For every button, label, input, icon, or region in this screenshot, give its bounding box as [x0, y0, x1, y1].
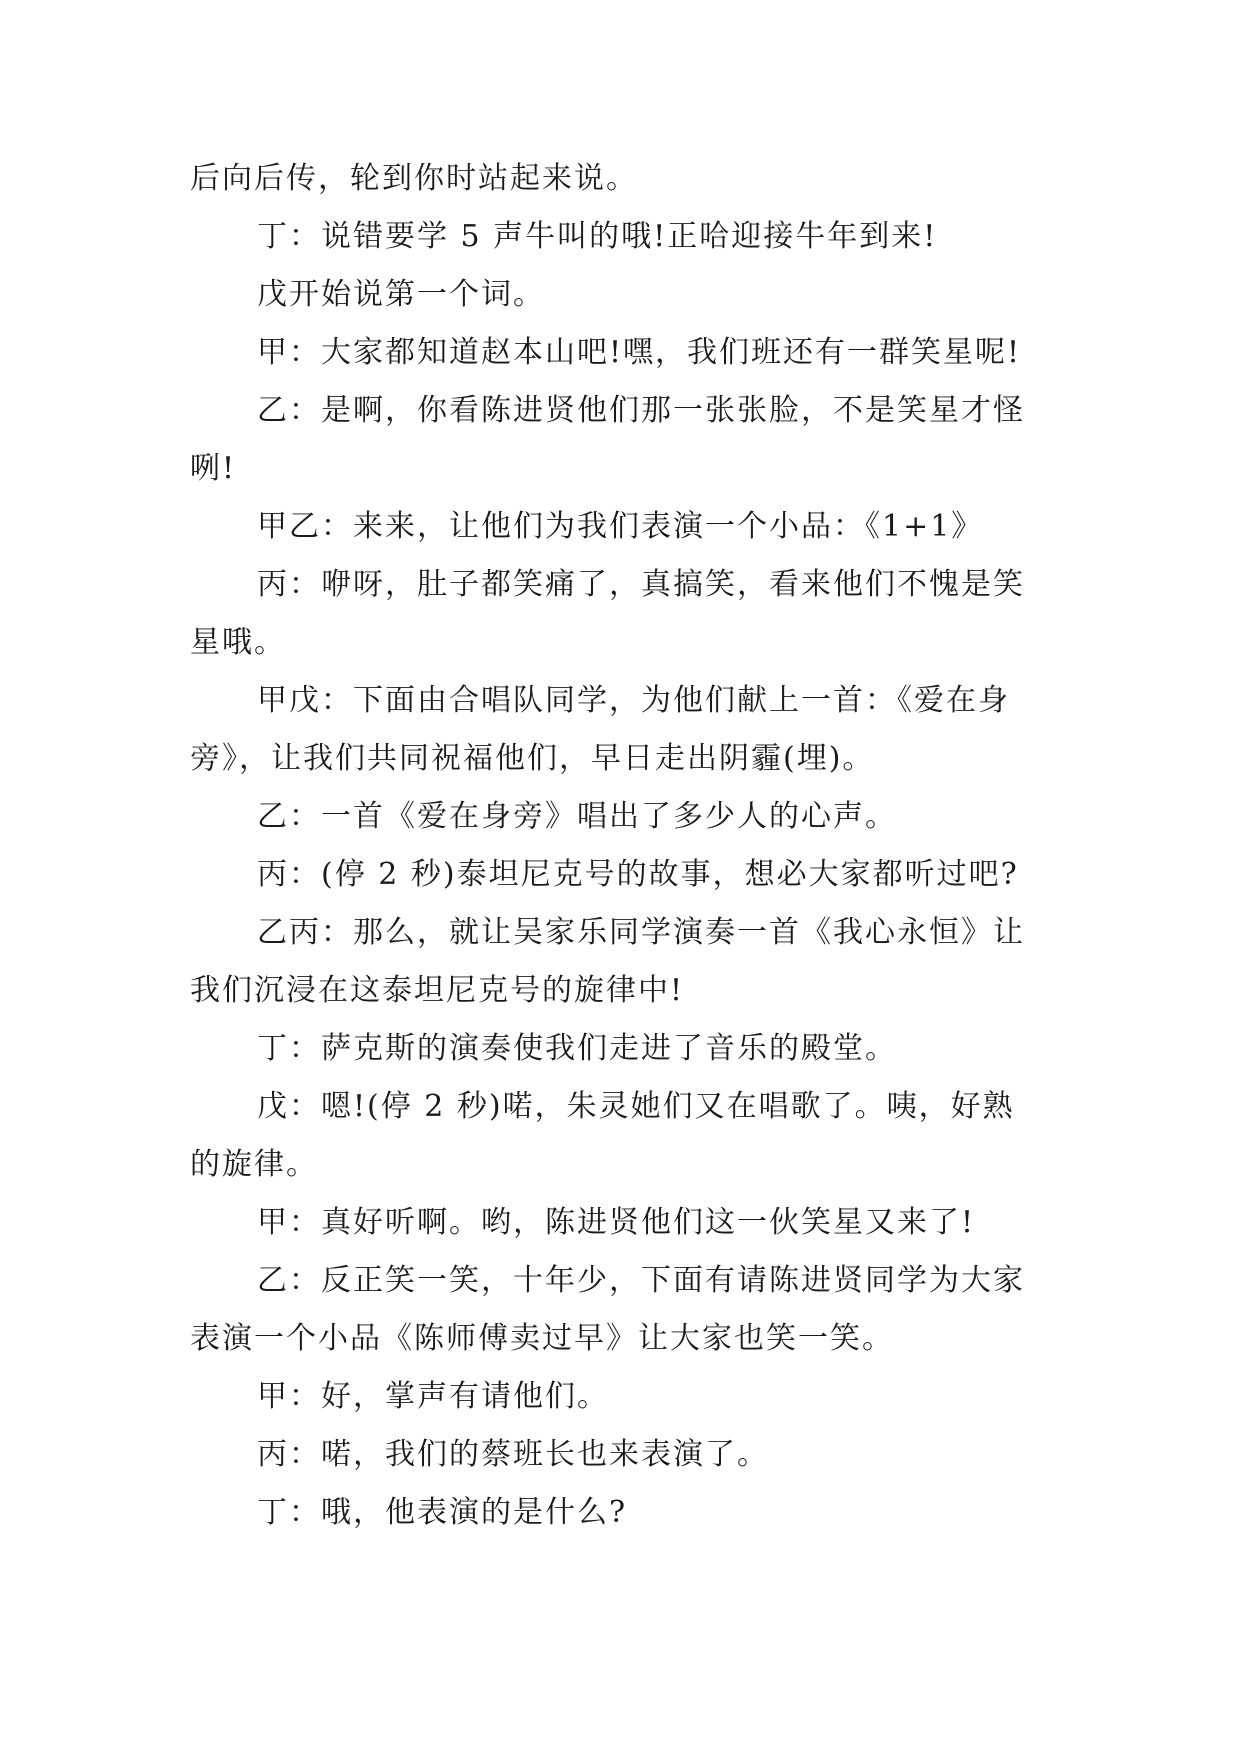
- text-line: 甲：好，掌声有请他们。: [257, 1379, 609, 1414]
- text-line: 星哦。: [190, 625, 286, 660]
- text-line: 乙：一首《爱在身旁》唱出了多少人的心声。: [257, 799, 897, 834]
- text-line: 表演一个小品《陈师傅卖过早》让大家也笑一笑。: [190, 1321, 894, 1356]
- text-line: 我们沉浸在这泰坦尼克号的旋律中!: [190, 973, 685, 1008]
- text-line: 乙：反正笑一笑，十年少，下面有请陈进贤同学为大家: [257, 1263, 1025, 1298]
- text-line: 乙丙：那么，就让吴家乐同学演奏一首《我心永恒》让: [257, 915, 1025, 950]
- text-line: 丙：咿呀，肚子都笑痛了，真搞笑，看来他们不愧是笑: [257, 567, 1025, 602]
- text-line: 丙：喏，我们的蔡班长也来表演了。: [257, 1437, 769, 1472]
- text-line: 戊：嗯!(停 2 秒)喏，朱灵她们又在唱歌了。咦，好熟: [257, 1089, 1015, 1124]
- text-line: 甲：真好听啊。哟，陈进贤他们这一伙笑星又来了!: [257, 1205, 976, 1240]
- script-text-body: [190, 150, 1050, 1542]
- text-line: 咧!: [190, 451, 237, 486]
- text-line: 甲乙：来来，让他们为我们表演一个小品：《1+1》: [257, 509, 984, 544]
- text-line: 丁：萨克斯的演奏使我们走进了音乐的殿堂。: [257, 1031, 897, 1066]
- text-line: 甲：大家都知道赵本山吧!嘿，我们班还有一群笑星呢!: [257, 335, 1022, 370]
- text-line: 甲戊：下面由合唱队同学，为他们献上一首：《爱在身: [257, 683, 1010, 718]
- text-line: 丁：说错要学 5 声牛叫的哦!正哈迎接牛年到来!: [257, 219, 938, 254]
- text-line: 乙：是啊，你看陈进贤他们那一张张脸，不是笑星才怪: [257, 393, 1025, 428]
- text-line: 旁》，让我们共同祝福他们，早日走出阴霾(埋)。: [190, 741, 875, 776]
- text-line: 丙：(停 2 秒)泰坦尼克号的故事，想必大家都听过吧?: [257, 857, 1019, 892]
- text-line: 的旋律。: [190, 1147, 318, 1182]
- text-line: 后向后传，轮到你时站起来说。: [190, 161, 638, 196]
- text-line: 丁：哦，他表演的是什么?: [257, 1495, 628, 1530]
- text-line: 戊开始说第一个词。: [257, 277, 545, 312]
